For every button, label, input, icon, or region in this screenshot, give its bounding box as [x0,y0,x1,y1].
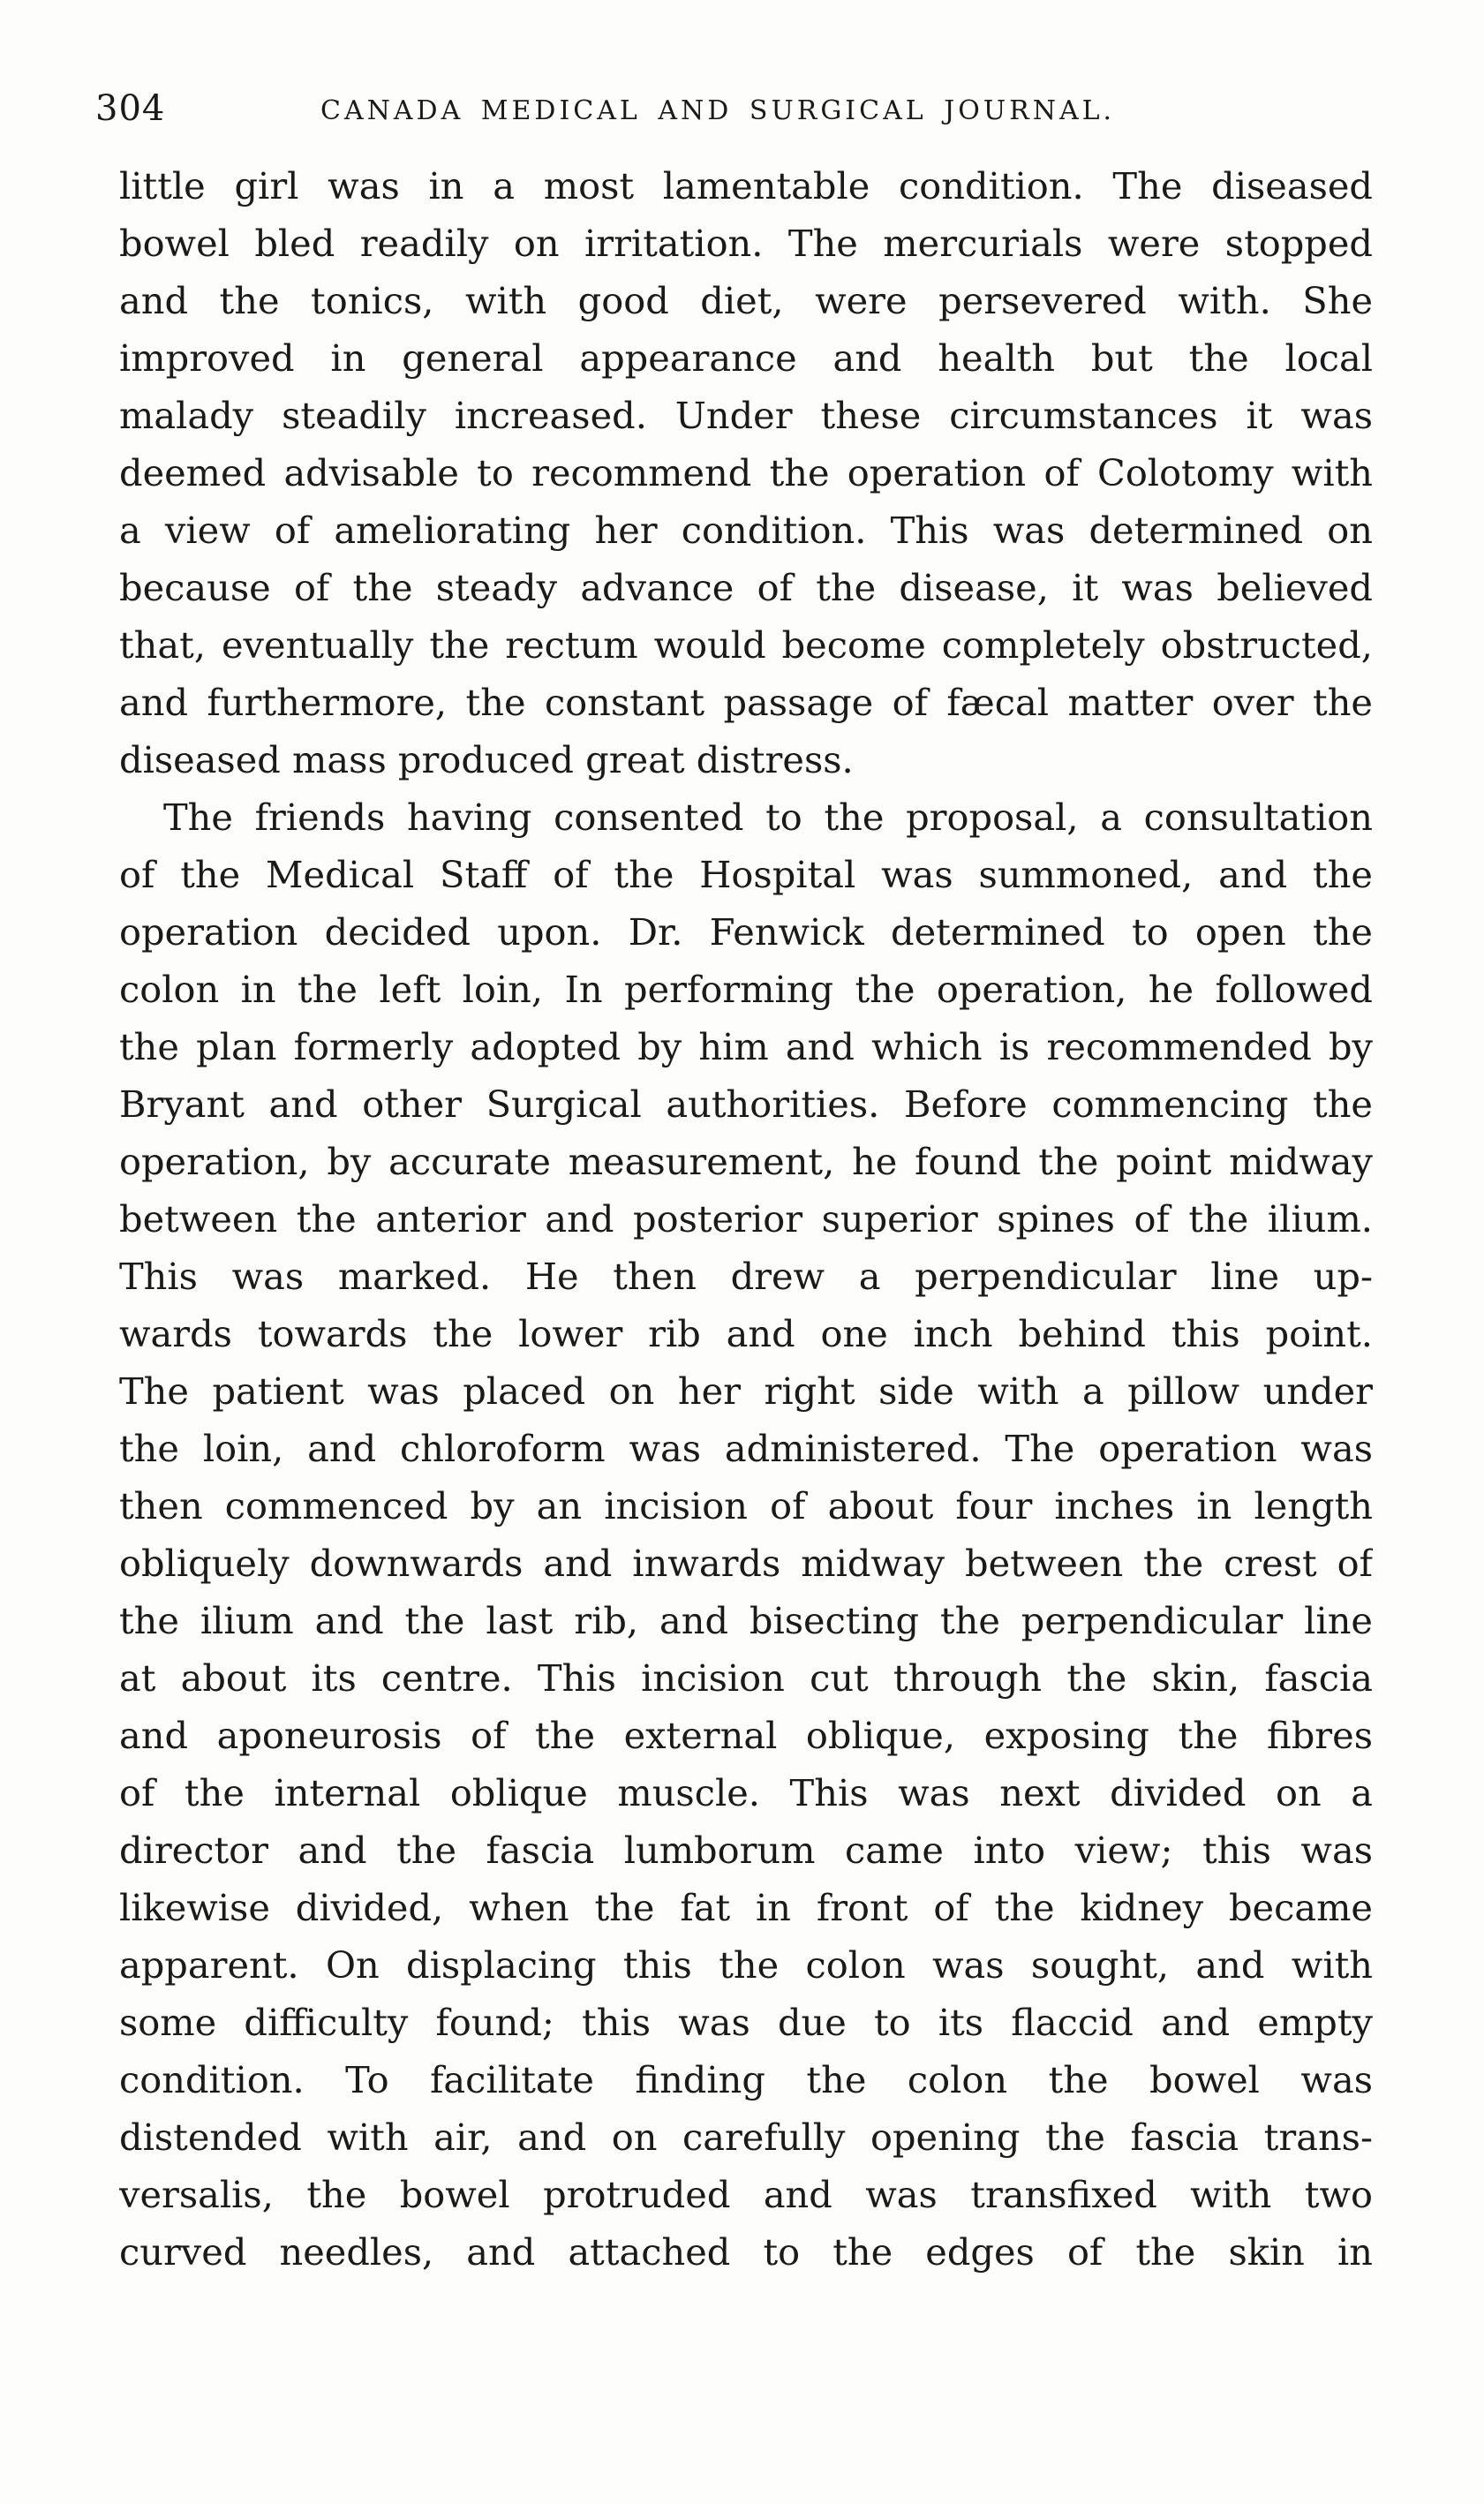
text-line: the plan formerly adopted by him and which is recommended by [119,1025,1373,1068]
text-line: and the tonics, with good diet, were persevered with. She [119,279,1373,322]
text-line: This was marked. He then drew a perpendicular line up- [119,1255,1373,1298]
text-line: because of the steady advance of the disease, it was believed [119,566,1373,609]
text-line: diseased mass produced great distress. [119,738,854,781]
text-line: director and the fascia lumborum came into view; this was [119,1829,1373,1872]
text-line: improved in general appearance and health but the local [119,336,1373,380]
text-line: distended with air, and on carefully opening the fascia trans- [119,2116,1373,2159]
text-line: of the internal oblique muscle. This was next divided on a [119,1771,1373,1814]
paragraph [119,157,1373,788]
text-line: deemed advisable to recommend the operation of Colotomy with [119,451,1373,494]
text-line: at about its centre. This incision cut through the skin, fascia [119,1656,1373,1700]
text-line: that, eventually the rectum would become completely obstructed, [119,623,1373,667]
text-line: the ilium and the last rib, and bisecting the perpendicular line [119,1599,1373,1642]
article-body [119,157,1373,2281]
text-line: The patient was placed on her right side with a pillow under [119,1369,1373,1413]
text-line: malady steadily increased. Under these circumstances it was [119,394,1373,437]
text-line: versalis, the bowel protruded and was transfixed with two [119,2173,1373,2216]
text-line: wards towards the lower rib and one inch behind this point. [119,1312,1373,1355]
text-line: little girl was in a most lamentable condition. The diseased [119,164,1373,207]
text-line: between the anterior and posterior superior spines of the ilium. [119,1197,1373,1241]
text-line: likewise divided, when the fat in front of the kidney became [119,1886,1373,1929]
text-line: bowel bled readily on irritation. The mercurials were stopped [119,222,1373,265]
paragraph [119,788,1373,2281]
text-line: operation decided upon. Dr. Fenwick determined to open the [119,910,1373,954]
text-line: of the Medical Staff of the Hospital was summoned, and the [119,853,1373,896]
text-line: operation, by accurate measurement, he found the point midway [119,1140,1373,1183]
running-head [95,88,1367,141]
text-line: curved needles, and attached to the edges of the skin in [119,2230,1373,2274]
text-line: some difficulty found; this was due to its flaccid and empty [119,2001,1373,2044]
text-line: condition. To facilitate finding the colon the bowel was [119,2058,1373,2101]
text-line: The friends having consented to the proposal, a consultation [163,796,1373,839]
text-line: obliquely downwards and inwards midway between the crest of [119,1542,1373,1585]
text-line: the loin, and chloroform was administered. The operation was [119,1427,1373,1470]
text-line: then commenced by an incision of about four inches in length [119,1484,1373,1527]
text-line: and aponeurosis of the external oblique, exposing the fibres [119,1714,1373,1757]
page-number: 304 [95,88,166,129]
text-line: Bryant and other Surgical authorities. Before commencing the [119,1082,1373,1126]
journal-title: CANADA MEDICAL AND SURGICAL JOURNAL. [320,95,1116,126]
text-line: and furthermore, the constant passage of fæcal matter over the [119,681,1373,724]
text-line: colon in the left loin, In performing the operation, he followed [119,968,1373,1011]
text-line: a view of ameliorating her condition. This was determined on [119,509,1373,552]
text-line: apparent. On displacing this the colon was sought, and with [119,1943,1373,1987]
